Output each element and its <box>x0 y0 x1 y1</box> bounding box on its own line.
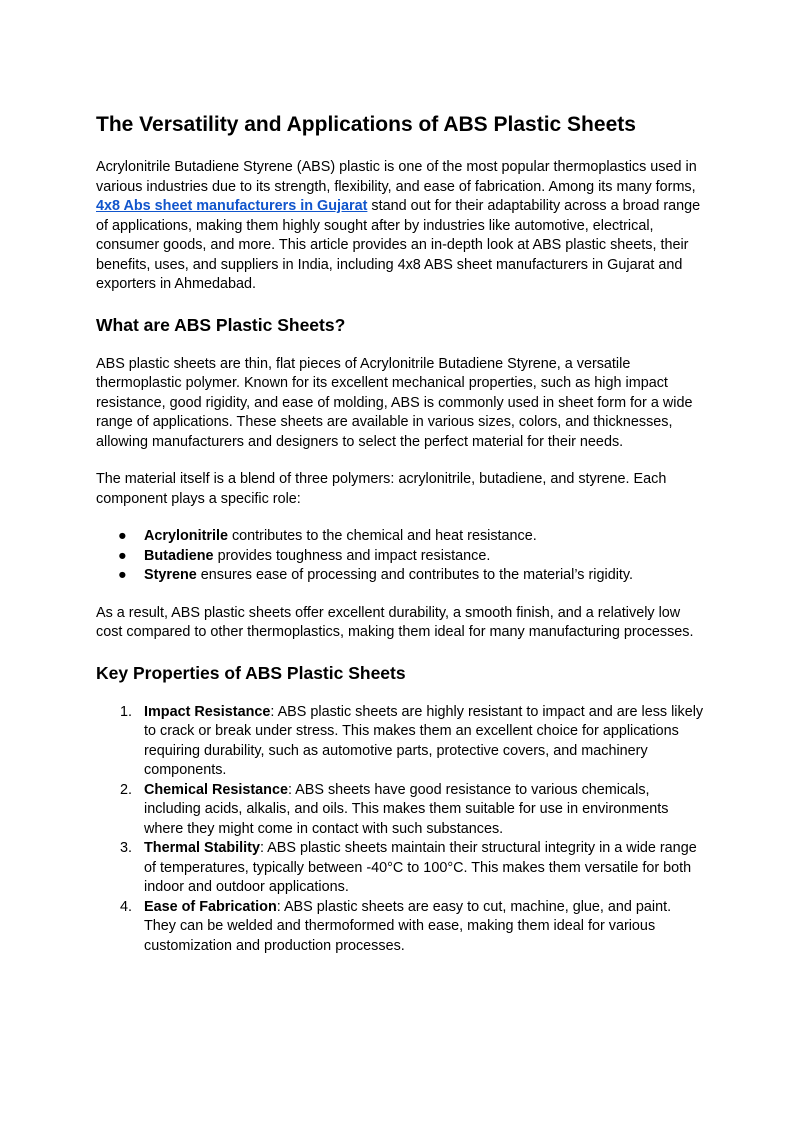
composition-paragraph: The material itself is a blend of three polymers: acrylonitrile, butadiene, and styrene. Each component plays a specific role: <box>96 471 667 507</box>
list-item-text: provides toughness and impact resistance. <box>213 547 491 564</box>
list-item-term: Styrene <box>144 567 197 583</box>
manufacturers-link[interactable]: 4x8 Abs sheet manufacturers in Gujarat <box>96 198 368 214</box>
intro-text-after-link: stand out for their adaptability across a broad range of applications, making them highly sought after by industries like automotive, electrical, consumer goods, and more. This article provides an in-depth look at ABS plastic sheets, their benefits, uses, and suppliers in India, including 4x8 ABS sheet manufacturers in Gujarat and exporters in Ahmedabad. <box>96 198 701 292</box>
definition-paragraph: ABS plastic sheets are thin, flat pieces of Acrylonitrile Butadiene Styrene, a versatile thermoplastic polymer. Known for its excellent mechanical properties, such as high impact resistance, good rigidity, and ease of molding, ABS is commonly used in sheet form for a wide range of applications. These sheets are available in various sizes, colors, and thicknesses, allowing manufacturers and designers to select the perfect material for their needs. <box>96 355 693 450</box>
bullet-icon: ● <box>118 547 127 564</box>
list-item <box>96 839 706 898</box>
list-item-term: Acrylonitrile <box>144 528 228 544</box>
polymer-bullet-list <box>96 527 706 586</box>
list-item-text: ensures ease of processing and contributes to the material’s rigidity. <box>196 567 634 583</box>
intro-paragraph <box>96 158 706 295</box>
list-item-number: 1. <box>120 703 133 720</box>
list-item <box>96 527 706 547</box>
list-item-text: : ABS sheets have good resistance to various chemicals, including acids, alkalis, and oils. This makes them suitable for use in environments where they might come in contact with such substances. <box>144 781 669 837</box>
list-item-term: Chemical Resistance <box>144 781 288 798</box>
list-item-number: 4. <box>120 898 133 915</box>
list-item-term: Butadiene <box>144 547 214 564</box>
bullet-icon: ● <box>118 567 127 583</box>
document-page <box>96 110 706 974</box>
section-heading-what-are: What are ABS Plastic Sheets? <box>96 314 346 335</box>
list-item-number: 3. <box>120 840 133 856</box>
properties-numbered-list <box>96 703 706 957</box>
list-item-term: Impact Resistance <box>144 703 271 720</box>
list-item <box>96 781 706 840</box>
list-item-number: 2. <box>120 781 133 798</box>
intro-text-before-link: Acrylonitrile Butadiene Styrene (ABS) plastic is one of the most popular thermoplastics used in various industries due to its strength, flexibility, and ease of fabrication. Among its many forms, <box>96 159 697 195</box>
bullet-icon: ● <box>118 528 127 544</box>
list-item-text: : ABS plastic sheets are highly resistant to impact and are less likely to crack or break under stress. This makes them an excellent choice for applications requiring durability, such as automotive parts, protective covers, and machinery components. <box>144 703 704 778</box>
list-item <box>96 547 706 567</box>
list-item-text: : ABS plastic sheets are easy to cut, machine, glue, and paint. They can be welded and thermoformed with ease, making them ideal for various customization and production processes. <box>144 898 672 954</box>
list-item-text: contributes to the chemical and heat resistance. <box>227 528 537 544</box>
list-item-term: Thermal Stability <box>144 840 260 856</box>
list-item <box>96 566 706 586</box>
document-title: The Versatility and Applications of ABS Plastic Sheets <box>96 113 636 136</box>
section-heading-key-properties: Key Properties of ABS Plastic Sheets <box>96 662 406 683</box>
list-item-text: : ABS plastic sheets maintain their structural integrity in a wide range of temperatures, typically between -40°C to 100°C. This makes them versatile for both indoor and outdoor applications. <box>144 840 697 895</box>
list-item-term: Ease of Fabrication <box>144 898 277 915</box>
list-item <box>96 703 706 781</box>
list-item <box>96 898 706 957</box>
result-paragraph: As a result, ABS plastic sheets offer excellent durability, a smooth finish, and a relatively low cost compared to other thermoplastics, making them ideal for many manufacturing processes. <box>96 604 694 640</box>
